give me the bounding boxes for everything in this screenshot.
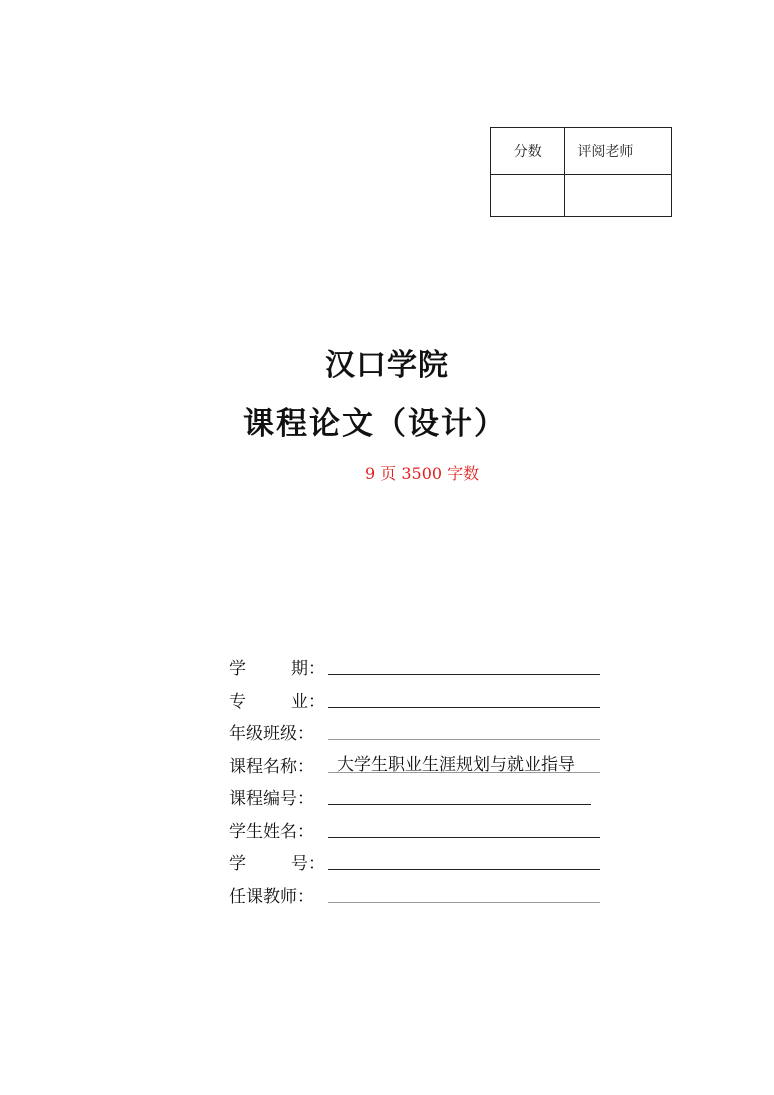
page-count-note: 9 页 3500 字数 [365, 464, 480, 483]
course-name-label: 课程名称： [229, 756, 314, 777]
document-type-title: 课程论文（设计） [243, 406, 507, 442]
student-id-line [328, 869, 600, 870]
semester-label-b: 期： [291, 659, 325, 679]
course-name-line [328, 772, 600, 773]
teacher-line [328, 902, 600, 903]
class-label: 年级班级： [229, 724, 314, 744]
major-line [328, 707, 600, 708]
major-label-b: 业： [291, 691, 325, 712]
school-title: 汉口学院 [325, 348, 449, 383]
semester-line [328, 674, 600, 675]
course-code-label: 课程编号： [229, 789, 314, 809]
score-label: 分数 [491, 128, 565, 175]
reviewer-label: 评阅老师 [565, 128, 672, 175]
course-name-value: 大学生职业生涯规划与就业指导 [337, 754, 575, 775]
major-label-a: 专 [229, 691, 246, 712]
student-id-label-a: 学 [229, 854, 246, 874]
student-name-line [328, 837, 600, 838]
student-id-label-b: 号： [291, 854, 325, 874]
reviewer-cell [565, 175, 672, 217]
score-table [490, 127, 672, 217]
student-name-label: 学生姓名： [229, 821, 314, 842]
semester-label-a: 学 [229, 659, 246, 679]
score-cell [491, 175, 565, 217]
class-line [328, 739, 600, 740]
course-code-line [328, 804, 591, 805]
teacher-label: 任课教师： [229, 886, 314, 907]
